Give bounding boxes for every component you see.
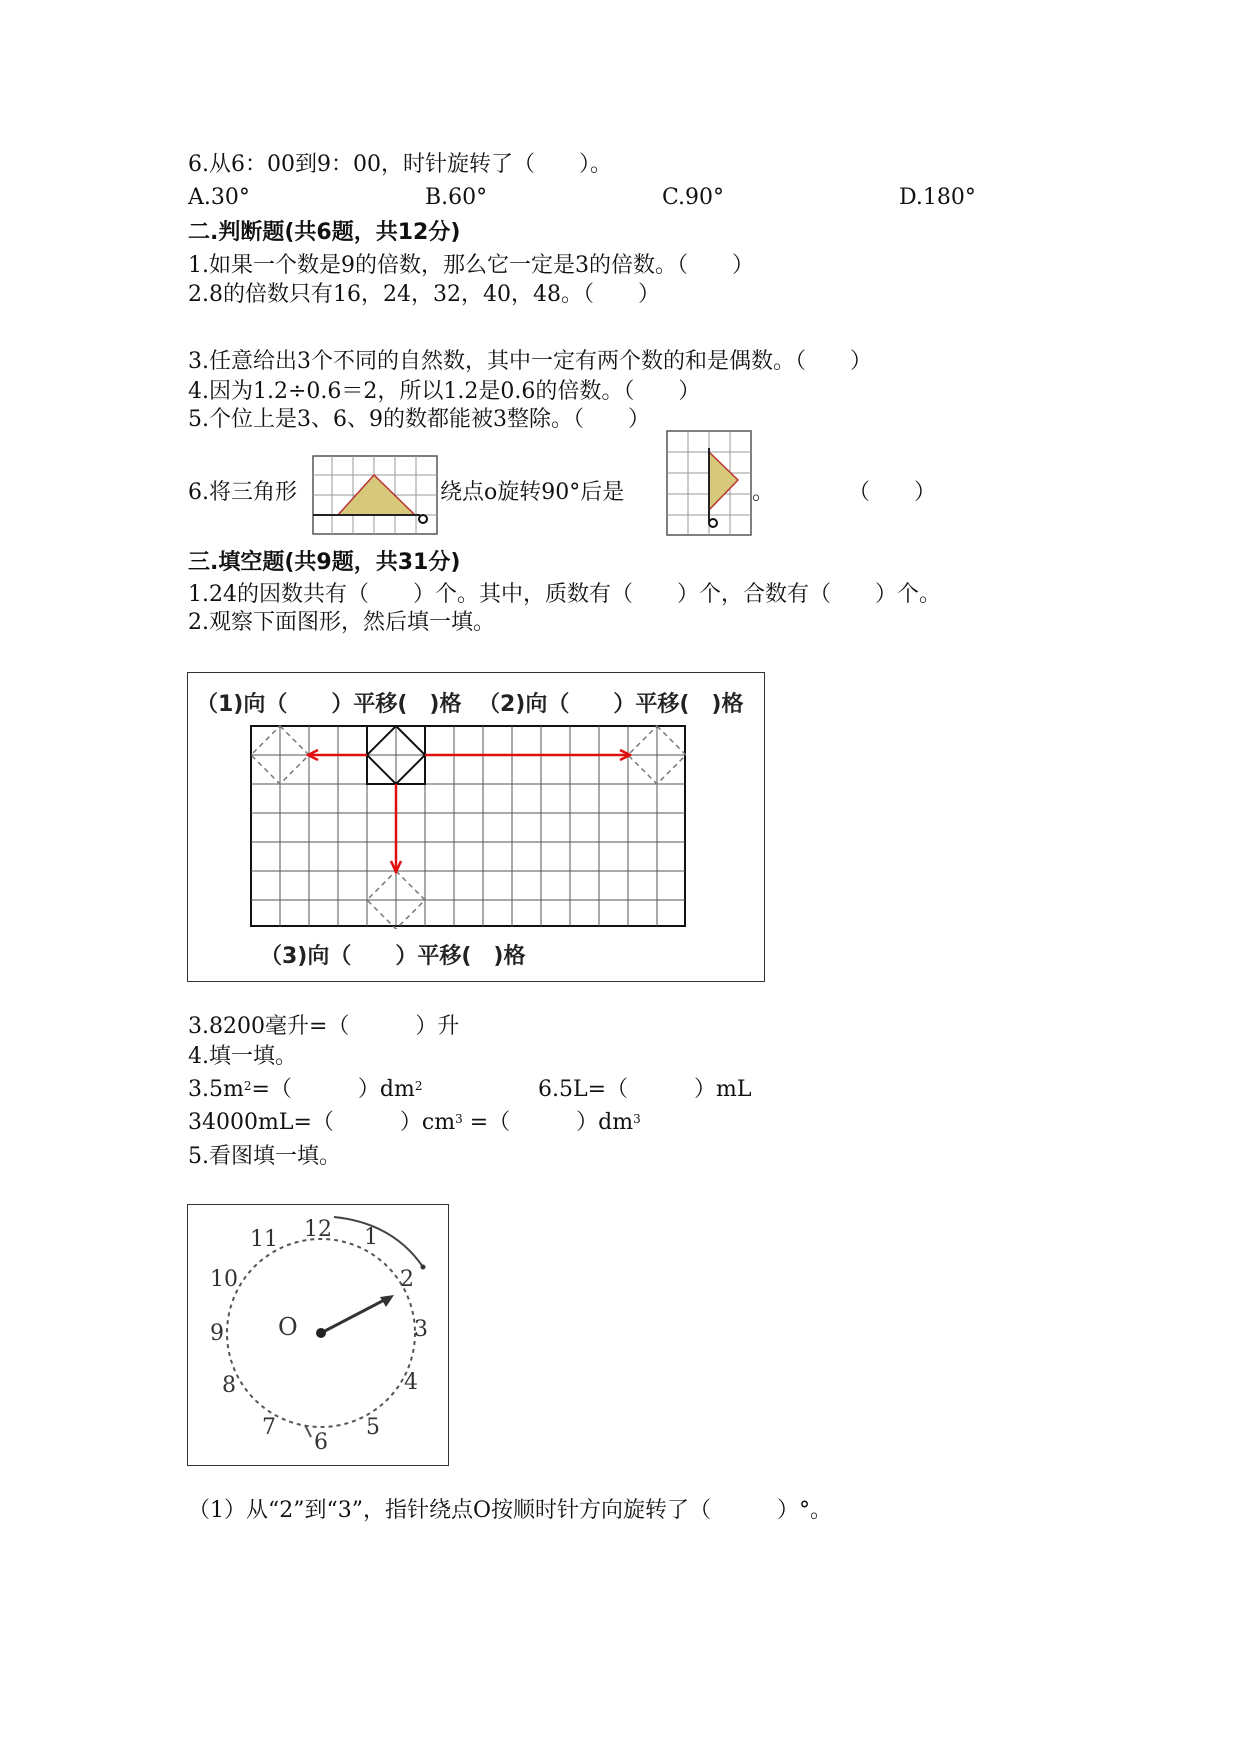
fill-item-4a-mid: =（ ）dm — [251, 1077, 415, 1102]
option-b: B.60° — [425, 185, 488, 210]
judge-item-6-part3: 。 — [752, 480, 775, 505]
triangle-figure — [312, 455, 438, 535]
clock-num-3: 3 — [414, 1317, 428, 1342]
translation-grid-figure — [187, 672, 765, 982]
option-d: D.180° — [899, 185, 976, 210]
square-sup-2: 2 — [414, 1079, 423, 1093]
clock-num-12: 12 — [304, 1217, 332, 1242]
fill-item-4a-pre: 3.5m — [188, 1077, 244, 1102]
clock-num-9: 9 — [210, 1321, 224, 1346]
translation-grid-svg — [250, 725, 690, 929]
fill-item-4a — [188, 1075, 423, 1105]
judge-item-2: 2.8的倍数只有16，24，32，40，48。（ ） — [188, 282, 660, 307]
clock-num-5: 5 — [366, 1415, 380, 1440]
clock-center-label: O — [278, 1313, 298, 1341]
fill-item-4c-mid: =（ ）dm — [462, 1110, 634, 1135]
clock-num-8: 8 — [222, 1373, 236, 1398]
fill-item-4c-pre: 34000mL=（ ）cm — [188, 1110, 456, 1135]
clock-figure — [187, 1204, 449, 1466]
clock-num-2: 2 — [400, 1267, 414, 1292]
fill-item-4b: 6.5L=（ ）mL — [538, 1077, 752, 1102]
fill-item-5-sub1: （1）从“2”到“3”，指针绕点O按顺时针方向旋转了（ ）°。 — [188, 1498, 833, 1523]
grid-label-1: （1)向（ ）平移( )格 — [196, 692, 462, 717]
judge-item-3: 3.任意给出3个不同的自然数，其中一定有两个数的和是偶数。（ ） — [188, 349, 872, 374]
clock-num-4: 4 — [404, 1370, 418, 1395]
judge-item-6-blank: （ ） — [848, 480, 937, 505]
clock-num-1: 1 — [364, 1225, 378, 1250]
fill-item-4c — [188, 1108, 641, 1138]
fill-item-5: 5.看图填一填。 — [188, 1144, 341, 1169]
option-c: C.90° — [662, 185, 725, 210]
judge-item-6-part2: 绕点o旋转90°后是 — [440, 480, 625, 505]
clock-num-6: 6 — [314, 1430, 328, 1455]
judge-item-1: 1.如果一个数是9的倍数，那么它一定是3的倍数。（ ） — [188, 253, 754, 278]
fill-item-1: 1.24的因数共有（ ）个。其中，质数有（ ）个，合数有（ ）个。 — [188, 582, 941, 607]
clock-num-11: 11 — [250, 1227, 278, 1252]
cube-sup-1: 3 — [455, 1112, 463, 1126]
question-6-stem: 6.从6：00到9：00，时针旋转了（ ）。 — [188, 152, 612, 177]
section-2-heading: 二.判断题(共6题，共12分) — [188, 220, 461, 245]
judge-item-4: 4.因为1.2÷0.6＝2，所以1.2是0.6的倍数。（ ） — [188, 379, 701, 404]
rotated-triangle-figure — [666, 430, 752, 536]
option-a: A.30° — [188, 185, 250, 210]
triangle-grid-image — [312, 455, 438, 535]
fill-item-2: 2.观察下面图形，然后填一填。 — [188, 610, 495, 635]
section-3-heading: 三.填空题(共9题，共31分) — [188, 550, 461, 575]
clock-svg — [188, 1205, 447, 1464]
square-sup-1: 2 — [243, 1079, 252, 1093]
clock-num-10: 10 — [210, 1267, 238, 1292]
clock-num-7: 7 — [262, 1415, 276, 1440]
fill-item-3: 3.8200毫升=（ ）升 — [188, 1014, 460, 1039]
judge-item-6-part1: 6.将三角形 — [188, 480, 297, 505]
fill-item-4: 4.填一填。 — [188, 1044, 297, 1069]
rotated-triangle-grid-image — [666, 430, 752, 536]
cube-sup-2: 3 — [633, 1112, 641, 1126]
judge-item-5: 5.个位上是3、6、9的数都能被3整除。（ ） — [188, 407, 650, 432]
grid-label-2: （2)向（ ）平移( )格 — [478, 692, 744, 717]
grid-label-3: （3)向（ ）平移( )格 — [260, 944, 526, 969]
